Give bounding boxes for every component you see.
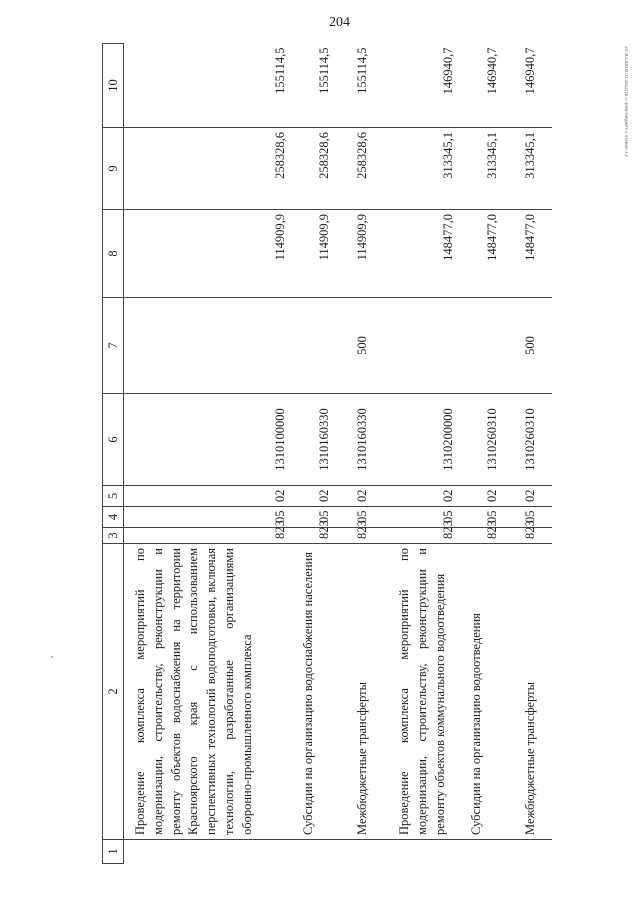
budget-table [102, 43, 552, 864]
row-target-code: 1310160330 [336, 394, 382, 486]
row-ministry-code: 823 [124, 528, 293, 544]
row-ministry-code: 823 [460, 528, 504, 544]
row-amount-year-1: 114909,9 [292, 210, 336, 298]
table-row [382, 44, 460, 864]
row-amount-year-1: 114909,9 [124, 210, 293, 298]
row-target-code: 1310260310 [460, 394, 504, 486]
row-subsection-code: 02 [292, 486, 336, 507]
header-cell-9: 9 [103, 128, 124, 210]
table-row [336, 44, 382, 864]
row-amount-year-3: 146940,7 [382, 44, 460, 128]
row-amount-year-2: 313345,1 [382, 128, 460, 210]
row-subsection-code: 02 [504, 486, 552, 507]
row-expense-type [382, 298, 460, 394]
header-cell-8: 8 [103, 210, 124, 298]
row-amount-year-3: 155114,5 [336, 44, 382, 128]
row-section-code: 05 [336, 507, 382, 528]
table-body [103, 44, 553, 864]
row-target-code: 1310160330 [292, 394, 336, 486]
row-target-code: 1310200000 [382, 394, 460, 486]
page-number: 204 [329, 15, 350, 30]
row-section-code: 05 [292, 507, 336, 528]
row-amount-year-2: 258328,6 [292, 128, 336, 210]
row-subsection-code: 02 [460, 486, 504, 507]
header-row [103, 44, 124, 864]
row-target-code: 1310100000 [124, 394, 293, 486]
row-ministry-code: 823 [504, 528, 552, 544]
row-name: Межбюджетные трансферты [504, 544, 552, 840]
row-subsection-code: 02 [382, 486, 460, 507]
row-name: Проведение комплекса мероприятий по модернизации, строительству, реконструкции и ремонту объектов коммунального водоотведения [382, 544, 460, 840]
table-row [460, 44, 504, 864]
side-note: 20 ЗСОВИЯ 03.2022(16.57)/мн-бюджет-2 чтение-3.e [623, 46, 628, 157]
header-cell-5: 5 [103, 486, 124, 507]
row-amount-year-3: 155114,5 [124, 44, 293, 128]
row-amount-year-2: 258328,6 [124, 128, 293, 210]
row-amount-year-1: 148477,0 [460, 210, 504, 298]
header-cell-4: 4 [103, 507, 124, 528]
row-amount-year-3: 146940,7 [504, 44, 552, 128]
row-name: Проведение комплекса мероприятий по модернизации, строительству, реконструкции и ремонту объектов водоснабжения на территории Красноярского края с использованием перспективных технологий водоподготовки, включая технологии, разработанные организациями оборонно-промышленного комплекса [124, 544, 293, 840]
row-number-cell [124, 840, 293, 864]
row-name: Субсидии на организацию водоснабжения населения [292, 544, 336, 840]
rotated-table-wrapper [102, 44, 593, 864]
row-expense-type [124, 298, 293, 394]
row-amount-year-1: 148477,0 [504, 210, 552, 298]
header-cell-3: 3 [103, 528, 124, 544]
row-amount-year-1: 148477,0 [382, 210, 460, 298]
header-cell-6: 6 [103, 394, 124, 486]
row-ministry-code: 823 [292, 528, 336, 544]
row-number-cell [292, 840, 336, 864]
header-cell-1: 1 [103, 840, 124, 864]
row-amount-year-2: 313345,1 [504, 128, 552, 210]
header-cell-7: 7 [103, 298, 124, 394]
table-row [124, 44, 293, 864]
row-number-cell [460, 840, 504, 864]
row-expense-type [460, 298, 504, 394]
row-name: Субсидии на организацию водоотведения [460, 544, 504, 840]
row-target-code: 1310260310 [504, 394, 552, 486]
row-amount-year-1: 114909,9 [336, 210, 382, 298]
scan-speck [51, 656, 53, 658]
row-section-code: 05 [504, 507, 552, 528]
row-expense-type [292, 298, 336, 394]
table-row [504, 44, 552, 864]
row-ministry-code: 823 [336, 528, 382, 544]
row-amount-year-2: 313345,1 [460, 128, 504, 210]
row-expense-type: 500 [504, 298, 552, 394]
row-section-code: 05 [382, 507, 460, 528]
row-ministry-code: 823 [382, 528, 460, 544]
table-row [292, 44, 336, 864]
header-cell-10: 10 [103, 44, 124, 128]
row-section-code: 05 [124, 507, 293, 528]
row-section-code: 05 [460, 507, 504, 528]
row-subsection-code: 02 [336, 486, 382, 507]
header-cell-2: 2 [103, 544, 124, 840]
row-number-cell [504, 840, 552, 864]
row-expense-type: 500 [336, 298, 382, 394]
row-number-cell [382, 840, 460, 864]
row-name: Межбюджетные трансферты [336, 544, 382, 840]
row-subsection-code: 02 [124, 486, 293, 507]
row-number-cell [336, 840, 382, 864]
row-amount-year-2: 258328,6 [336, 128, 382, 210]
row-amount-year-3: 155114,5 [292, 44, 336, 128]
row-amount-year-3: 146940,7 [460, 44, 504, 128]
